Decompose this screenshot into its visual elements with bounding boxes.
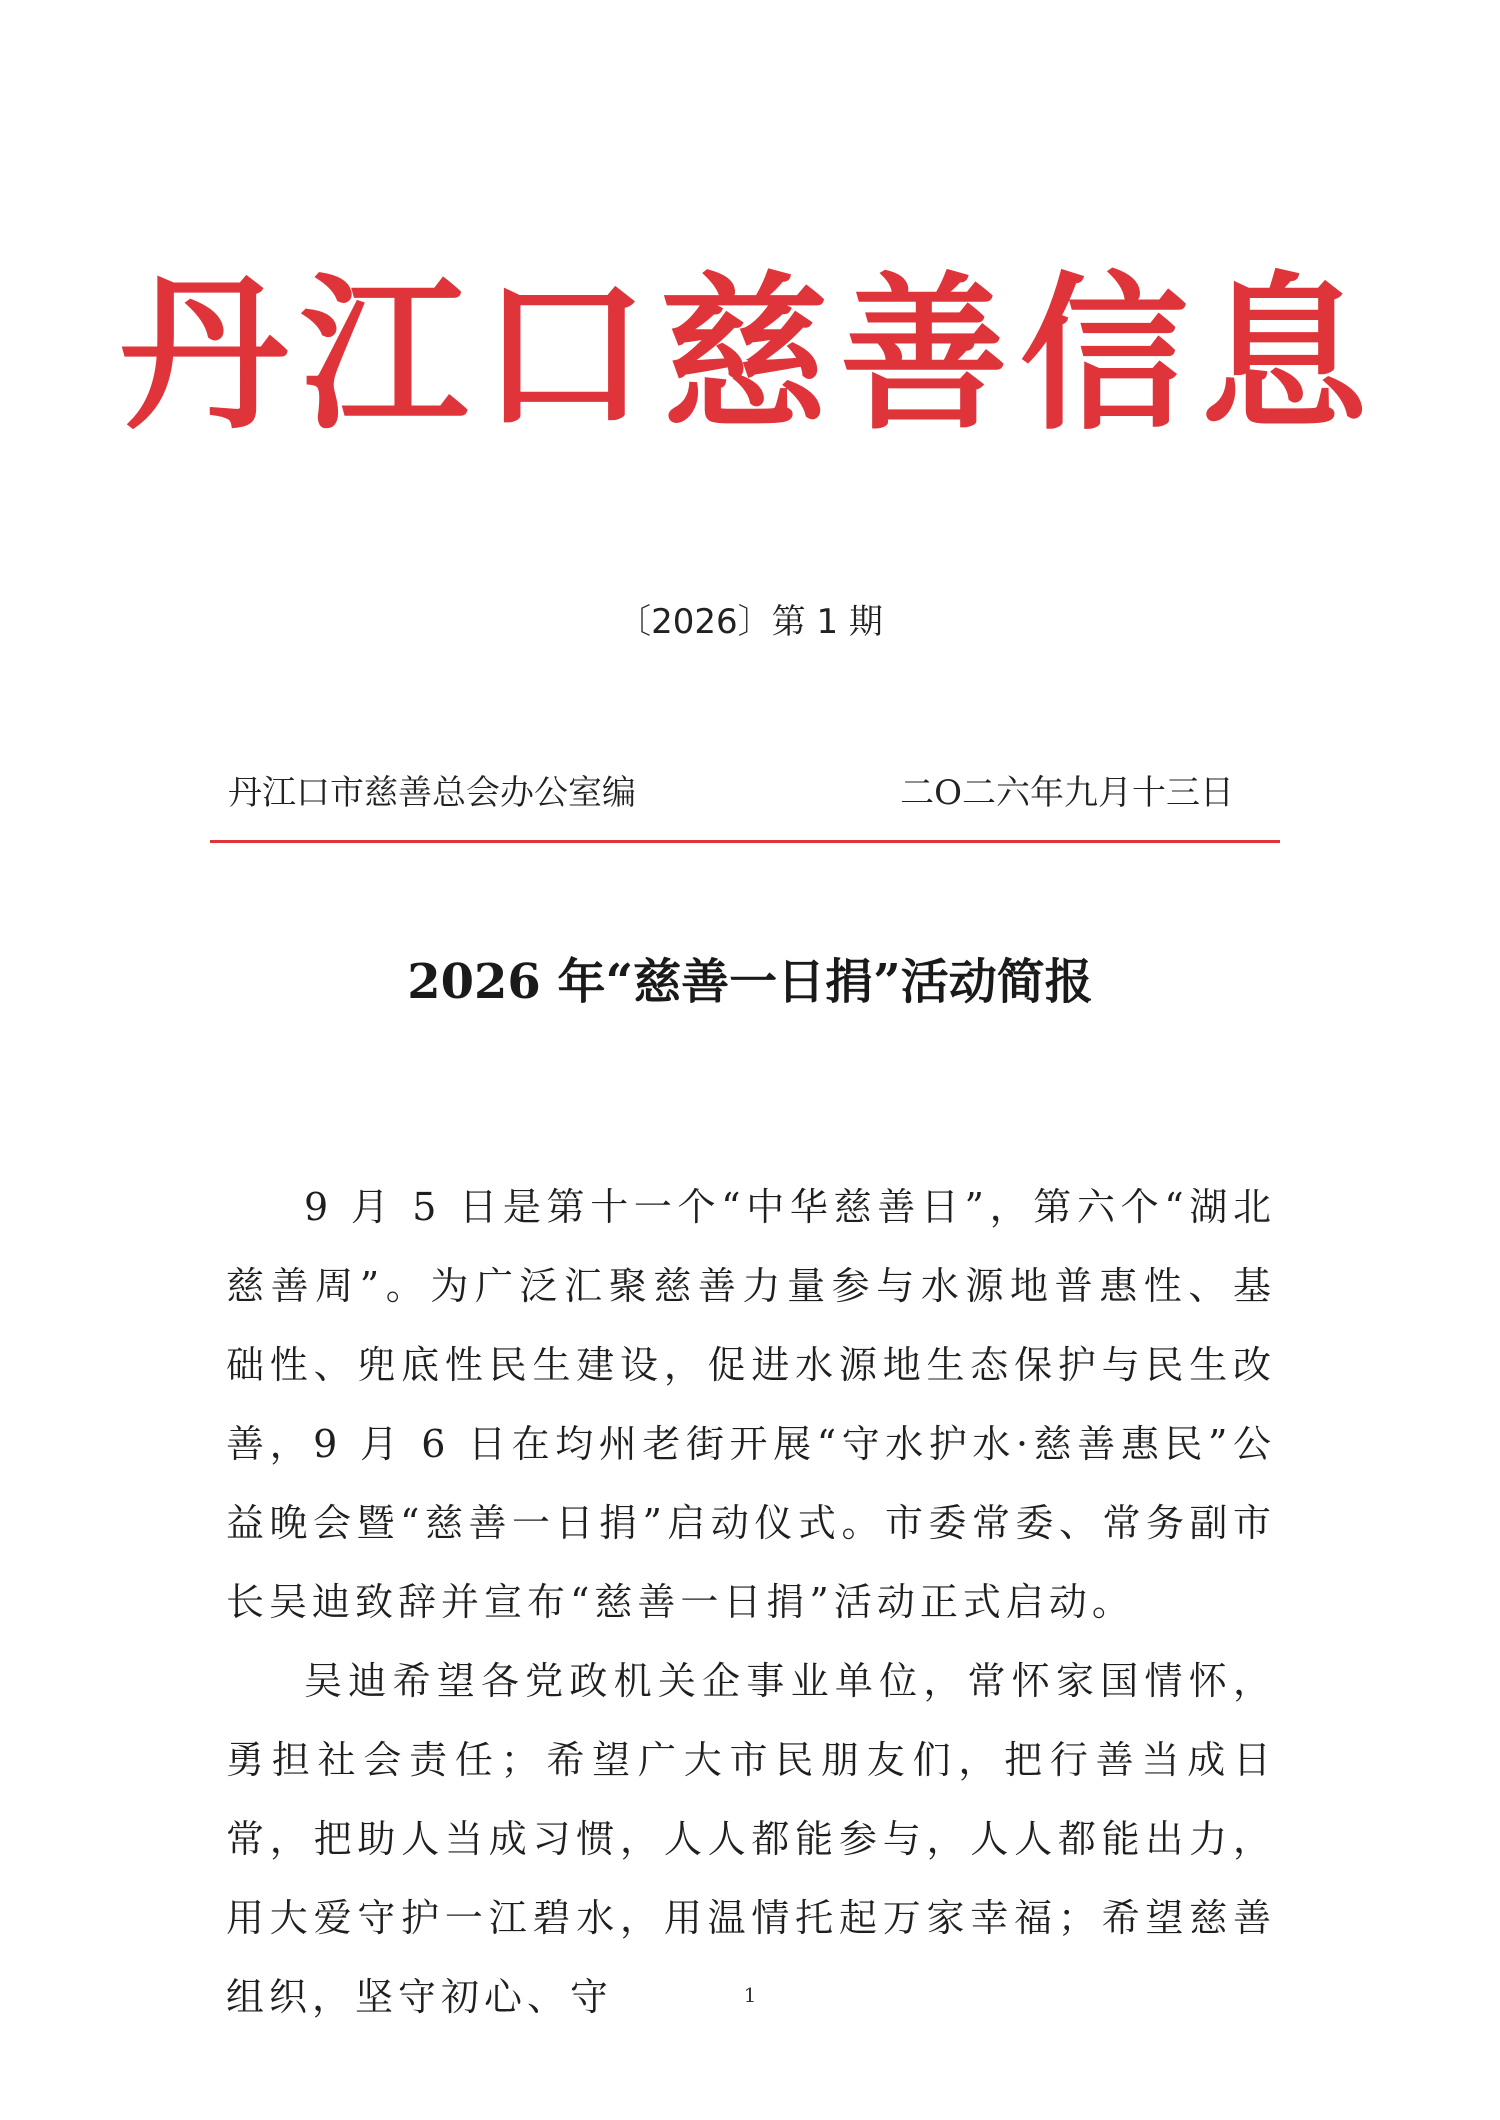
paragraph: 吴迪希望各党政机关企事业单位，常怀家国情怀，勇担社会责任；希望广大市民朋友们，把行善当成日常，把助人当成习惯，人人都能参与，人人都能出力，用大爱守护一江碧水，用温情托起万家幸福；希望慈善组织，坚守初心、守 [226, 1659, 1276, 2019]
article-title: 2026 年“慈善一日捐”活动简报 [407, 954, 1093, 1010]
issue-number: 〔2026〕第 1 期 [617, 602, 883, 642]
page-number: 1 [743, 1983, 757, 2007]
paragraph: 9 月 5 日是第十一个“中华慈善日”，第六个“湖北慈善周”。为广泛汇聚慈善力量参与水源地普惠性、基础性、兜底性民生建设，促进水源地生态保护与民生改善，9 月 6 日在均州老街开展“守水护水·慈善惠民”公益晚会暨“慈善一日捐”启动仪式。市委常委、常务副市长吴迪致辞并宣布“慈善一日捐”活动正式启动。 [226, 1185, 1276, 1624]
article-body [226, 1168, 1276, 2037]
masthead-title: 丹江口慈善信息 [120, 255, 1380, 453]
issue-date: 二O二六年九月十三日 [900, 773, 1234, 813]
red-divider [210, 840, 1280, 843]
compiler-line: 丹江口市慈善总会办公室编 [228, 773, 636, 813]
